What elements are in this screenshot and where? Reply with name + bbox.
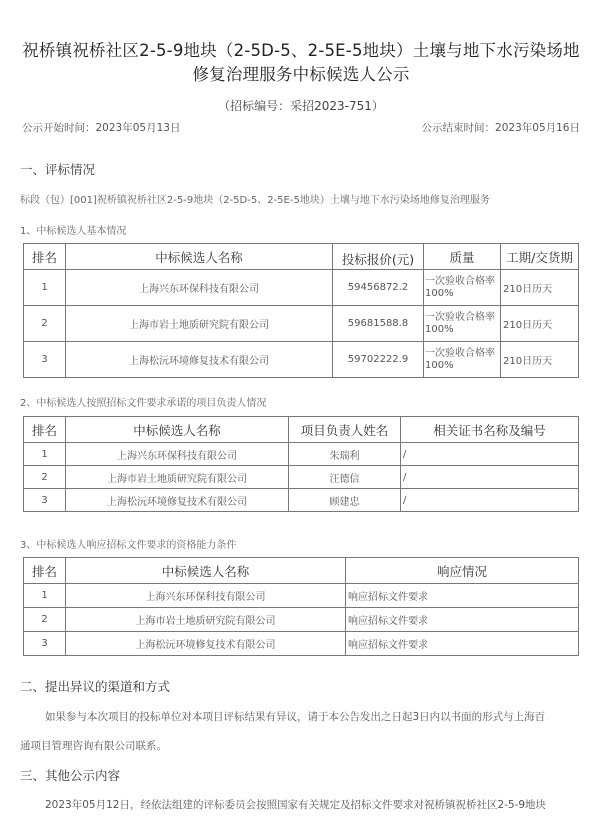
col-rank: 排名 (24, 417, 66, 443)
candidate-name: 上海松沅环境修复技术有限公司 (66, 342, 333, 378)
bid-price: 59456872.2 (333, 270, 424, 306)
rank: 3 (24, 342, 66, 378)
candidate-name: 上海兴东环保科技有限公司 (66, 584, 346, 608)
sub1-title: 1、中标候选人基本情况 (20, 226, 127, 237)
sub2-title: 2、中标候选人按照招标文件要求承诺的项目负责人情况 (20, 398, 267, 409)
page-title-line1: 祝桥镇祝桥社区2-5-9地块（2-5D-5、2-5E-5地块）土壤与地下水污染场地 (22, 41, 580, 60)
manager-name: 朱瑞利 (289, 443, 401, 466)
candidate-name: 上海市岩土地质研究院有限公司 (66, 306, 333, 342)
col-cert: 相关证书名称及编号 (401, 417, 579, 443)
candidate-basic-table (23, 243, 579, 378)
table-row (24, 270, 579, 306)
sub3-title: 3、中标候选人响应招标文件要求的资格能力条件 (20, 540, 237, 551)
manager-name: 汪德信 (289, 466, 401, 489)
objection-paragraph-line1: 如果参与本次项目的投标单位对本项目评标结果有异议，请于本公告发出之日起3日内以书面的形式与上海百 (45, 711, 546, 723)
col-response: 响应情况 (346, 558, 579, 584)
lot-description: 标段（包）[001]祝桥镇祝桥社区2-5-9地块（2-5D-5、2-5E-5地块）土壤与地下水污染场地修复治理服务 (20, 195, 490, 206)
response: 响应招标文件要求 (346, 632, 579, 656)
qualification-table (23, 557, 579, 656)
col-name: 中标候选人名称 (66, 244, 333, 270)
quality: 一次验收合格率100% (424, 270, 501, 306)
period: 210日历天 (501, 342, 579, 378)
rank: 1 (24, 443, 66, 466)
rank: 3 (24, 632, 66, 656)
table-row (24, 466, 579, 489)
table-header-row (24, 558, 579, 584)
end-date: 公示结束时间：2023年05月16日 (421, 122, 580, 134)
table-row (24, 608, 579, 632)
candidate-name: 上海松沅环境修复技术有限公司 (66, 489, 289, 512)
quality: 一次验收合格率100% (424, 342, 501, 378)
objection-paragraph-line2: 通项目管理咨询有限公司联系。 (20, 740, 167, 752)
col-name: 中标候选人名称 (66, 417, 289, 443)
page-title-line2: 修复治理服务中标候选人公示 (192, 65, 410, 84)
rank: 1 (24, 270, 66, 306)
tender-code: （招标编号：采招2023-751） (218, 99, 384, 113)
col-price: 投标报价(元) (333, 244, 424, 270)
table-row (24, 342, 579, 378)
table-header-row (24, 417, 579, 443)
cert-info: / (401, 466, 579, 489)
rank: 1 (24, 584, 66, 608)
bid-price: 59702222.9 (333, 342, 424, 378)
col-rank: 排名 (24, 244, 66, 270)
col-manager: 项目负责人姓名 (289, 417, 401, 443)
candidate-name: 上海市岩土地质研究院有限公司 (66, 466, 289, 489)
col-quality: 质量 (424, 244, 501, 270)
rank: 2 (24, 466, 66, 489)
table-row (24, 306, 579, 342)
table-header-row (24, 244, 579, 270)
section3-heading: 三、其他公示内容 (20, 768, 121, 783)
col-period: 工期/交货期 (501, 244, 579, 270)
manager-name: 顾建忠 (289, 489, 401, 512)
rank: 3 (24, 489, 66, 512)
col-name: 中标候选人名称 (66, 558, 346, 584)
candidate-name: 上海松沅环境修复技术有限公司 (66, 632, 346, 656)
other-content-paragraph: 2023年05月12日，经依法组建的评标委员会按照国家有关规定及招标文件要求对祝桥镇祝桥社区2-5-9地块 (45, 799, 547, 811)
candidate-name: 上海市岩土地质研究院有限公司 (66, 608, 346, 632)
col-rank: 排名 (24, 558, 66, 584)
quality: 一次验收合格率100% (424, 306, 501, 342)
project-manager-table (23, 416, 579, 512)
start-date: 公示开始时间：2023年05月13日 (22, 122, 181, 134)
period: 210日历天 (501, 306, 579, 342)
table-row (24, 584, 579, 608)
candidate-name: 上海兴东环保科技有限公司 (66, 270, 333, 306)
cert-info: / (401, 489, 579, 512)
bid-price: 59681588.8 (333, 306, 424, 342)
cert-info: / (401, 443, 579, 466)
response: 响应招标文件要求 (346, 584, 579, 608)
section2-heading: 二、提出异议的渠道和方式 (20, 679, 171, 694)
rank: 2 (24, 608, 66, 632)
section1-heading: 一、评标情况 (20, 162, 96, 177)
table-row (24, 489, 579, 512)
candidate-name: 上海兴东环保科技有限公司 (66, 443, 289, 466)
period: 210日历天 (501, 270, 579, 306)
response: 响应招标文件要求 (346, 608, 579, 632)
table-row (24, 443, 579, 466)
table-row (24, 632, 579, 656)
rank: 2 (24, 306, 66, 342)
